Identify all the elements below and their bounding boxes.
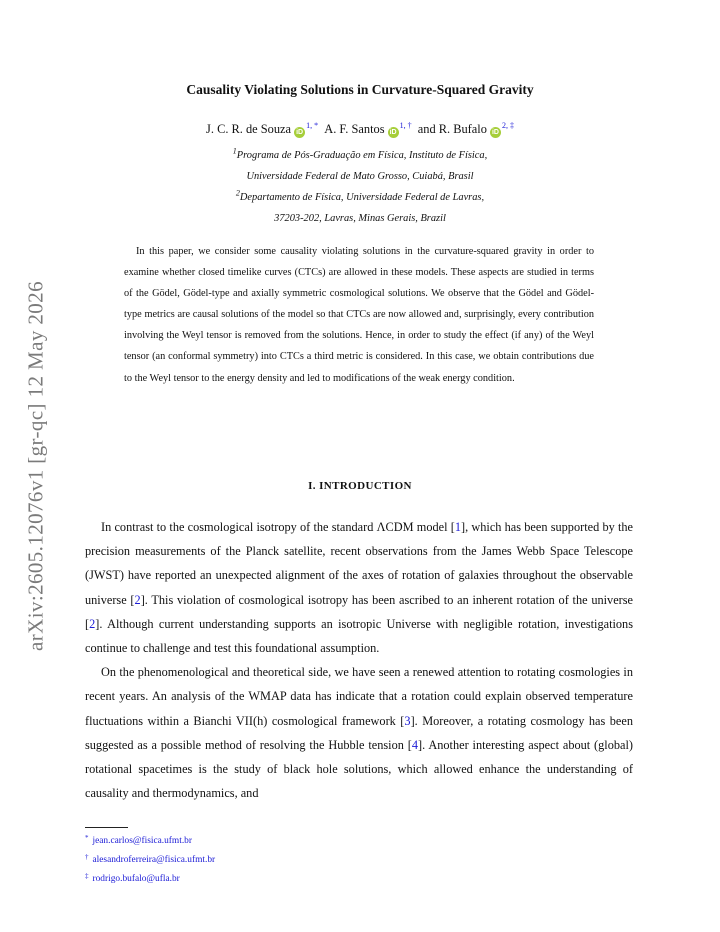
footnote-mark: ‡ xyxy=(85,872,89,880)
citation-link[interactable]: 1 xyxy=(454,520,461,534)
citation-link[interactable]: 2 xyxy=(134,592,141,607)
author-name: R. Bufalo xyxy=(438,122,487,136)
paragraph-text: ]. Moreover, a rotating cosmology has been suggested as a possible method of resolving the Hubble tension [ xyxy=(85,713,634,752)
author-marks: 1, † xyxy=(399,120,412,130)
affiliation-text: Departamento de Física, Universidade Federal de Lavras, xyxy=(239,192,485,203)
footnote-email-link[interactable]: rodrigo.bufalo@ufla.br xyxy=(92,874,180,884)
paper-title: Causality Violating Solutions in Curvature-Squared Gravity xyxy=(186,82,534,97)
affiliation-line xyxy=(0,146,720,161)
affiliation-line xyxy=(0,213,720,224)
author-name: A. F. Santos xyxy=(324,122,385,136)
paragraph-text: ]. This violation of cosmological isotropy has been ascribed to an inherent rotation of the universe [ xyxy=(85,592,634,631)
footnote-email-link[interactable]: alesandroferreira@fisica.ufmt.br xyxy=(92,855,216,865)
author-name: J. C. R. de Souza xyxy=(206,122,292,136)
affiliation-number: 1 xyxy=(232,146,237,156)
abstract-text: In this paper, we consider some causality violating solutions in the curvature-squared gravity in order to examine whether closed timelike curves (CTCs) are allowed in these models. These aspects are studied in terms of the Gödel, Gödel-type and axially symmetric cosmological solutions. We observe that the Gödel and Gödel-type metrics are causal solutions of the model so that CTCs are now allowed and, surprisingly, every contribution involving the Weyl tensor is removed from the solutions. Hence, in order to study the effect (if any) of the Weyl tensor (an conformal symmetry) into CTCs a third metric is considered. In this case, we obtain contributions due to the Weyl tensor to the energy density and led to modifications of the weak energy condition. xyxy=(124,246,594,384)
author-list xyxy=(0,122,720,138)
affiliation-number: 2 xyxy=(235,188,240,198)
body-text xyxy=(85,515,633,805)
affiliation-text: Universidade Federal de Mato Grosso, Cuiabá, Brasil xyxy=(246,171,474,182)
abstract xyxy=(124,241,594,389)
footnote-email-link[interactable]: jean.carlos@fisica.ufmt.br xyxy=(92,836,192,846)
orcid-icon[interactable]: iD xyxy=(389,129,397,136)
paragraph-text: In contrast to the cosmological isotropy of the standard ΛCDM model [ xyxy=(101,520,455,534)
footnote-divider xyxy=(85,827,128,828)
footnotes xyxy=(85,830,633,887)
paragraph-text: ]. Although current understanding supports an isotropic Universe with negligible rotation, investigations continue to challenge and test this foundational assumption. xyxy=(85,616,633,656)
author-marks: 1, * xyxy=(306,120,319,130)
orcid-icon[interactable]: iD xyxy=(296,129,304,136)
author-joiner: and xyxy=(417,122,436,136)
paragraph xyxy=(85,660,633,805)
affiliation-text: Programa de Pós-Graduação em Física, Instituto de Física, xyxy=(236,150,488,161)
paragraph xyxy=(85,515,633,660)
affiliation-line xyxy=(0,188,720,203)
paragraph-text: ]. Another interesting aspect about (global) rotational spacetimes is the study of black hole solutions, which allowed enhance the understanding of causality and thermodynamics, and xyxy=(85,737,633,801)
affiliation-text: 37203-202, Lavras, Minas Gerais, Brazil xyxy=(274,213,446,224)
footnote xyxy=(85,868,633,887)
affiliation-line xyxy=(0,171,720,182)
footnote-mark: * xyxy=(85,834,89,842)
citation-link[interactable]: 3 xyxy=(404,713,411,728)
citation-link[interactable]: 2 xyxy=(89,616,96,631)
footnote-mark: † xyxy=(85,853,89,861)
citation-link[interactable]: 4 xyxy=(411,737,419,752)
paragraph-text: On the phenomenological and theoretical side, we have seen a renewed attention to rotating cosmologies in recent years. An analysis of the WMAP data has indicate that a rotation could explain observed temperature fluctuations within a Bianchi VII(h) cosmological framework [ xyxy=(85,665,633,728)
paragraph-text: ], which has been supported by the precision measurements of the Planck satellite, recent observations from the James Webb Space Telescope (JWST) have reported an unexpected alignment of the axes of rotation of galaxies throughout the observable universe [ xyxy=(85,520,633,607)
section-heading: I. INTRODUCTION xyxy=(308,480,412,492)
arxiv-identifier-text: arXiv:2605.12076v1 [gr-qc] 12 May 2026 xyxy=(23,281,48,651)
author-marks: 2, ‡ xyxy=(501,120,514,130)
footnote xyxy=(85,830,633,849)
footnote xyxy=(85,849,633,868)
orcid-icon[interactable]: iD xyxy=(491,129,499,136)
